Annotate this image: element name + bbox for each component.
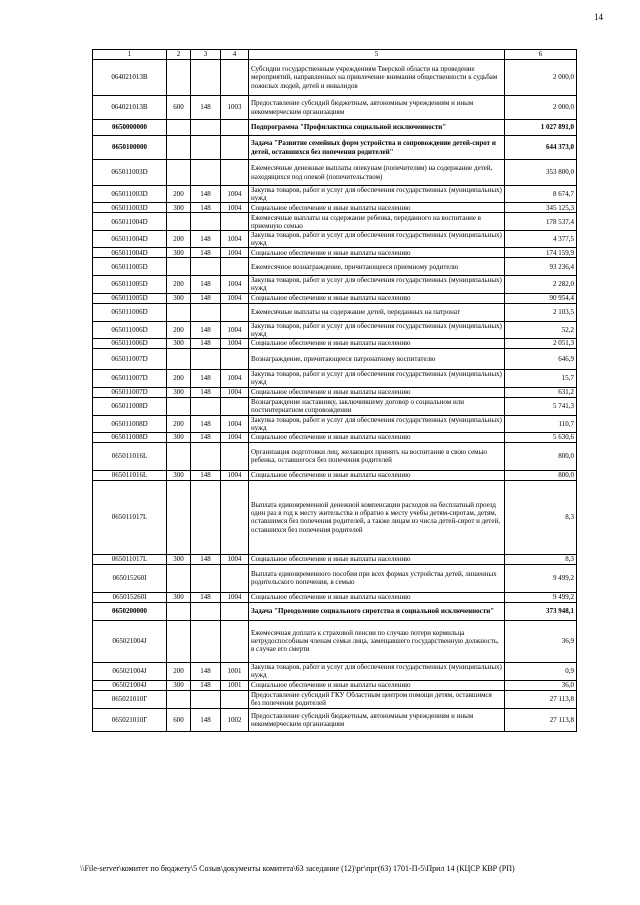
- row-col-3: 148: [191, 680, 221, 690]
- row-col-3: 148: [191, 231, 221, 248]
- row-description: Закупка товаров, работ и услуг для обеспечения государственных (муниципальных) нужд: [249, 369, 505, 387]
- row-col-3: 148: [191, 203, 221, 213]
- row-amount: 631,2: [505, 387, 577, 397]
- row-description: Выплата единовременного пособия при всех формах устройства детей, лишенных родительского попечения, в семью: [249, 564, 505, 592]
- budget-table: [92, 49, 577, 732]
- row-col-3: [191, 690, 221, 708]
- row-code: 065011017L: [93, 554, 167, 564]
- row-description: Социальное обеспечение и иные выплаты населению: [249, 470, 505, 480]
- row-col-3: 148: [191, 369, 221, 387]
- row-col-4: [221, 303, 249, 321]
- table-row: [93, 592, 577, 602]
- row-col-2: 200: [167, 186, 191, 203]
- table-row: [93, 432, 577, 442]
- page-number: 14: [594, 12, 603, 22]
- row-col-3: [191, 442, 221, 470]
- row-amount: 4 377,5: [505, 231, 577, 248]
- row-col-2: 300: [167, 338, 191, 348]
- row-col-2: [167, 160, 191, 186]
- row-description: Социальное обеспечение и иные выплаты населению: [249, 554, 505, 564]
- row-col-2: 300: [167, 248, 191, 258]
- row-description: Ежемесячная доплата к страховой пенсии по случаю потери кормильца нетрудоспособным членам семьи лица, замещавшего государственную должность, в случае его смерти: [249, 620, 505, 662]
- row-code: 065011006D: [93, 321, 167, 338]
- row-code: 065011016L: [93, 442, 167, 470]
- row-amount: 646,9: [505, 348, 577, 369]
- row-description: Выплата единовременной денежной компенсации расходов на бесплатный проезд один раз в год к месту жительства и обратно к месту учебы детям-сиротам, детям, оставшимся без попечения родителей, а также лицам из числа детей-сирот и детей, оставшихся без попечения родителей: [249, 480, 505, 554]
- table-row: [93, 397, 577, 415]
- row-col-4: [221, 60, 249, 96]
- col-header-6: 6: [505, 50, 577, 60]
- row-col-2: [167, 303, 191, 321]
- row-col-3: 148: [191, 387, 221, 397]
- row-amount: 373 948,1: [505, 602, 577, 620]
- row-description: Социальное обеспечение и иные выплаты населению: [249, 432, 505, 442]
- row-col-4: 1003: [221, 96, 249, 120]
- table-row: [93, 258, 577, 276]
- row-col-4: [221, 480, 249, 554]
- row-code: 065015260I: [93, 564, 167, 592]
- row-col-2: 200: [167, 321, 191, 338]
- row-col-4: 1001: [221, 662, 249, 680]
- row-col-3: [191, 120, 221, 136]
- row-amount: 353 800,0: [505, 160, 577, 186]
- row-code: 065021010Г: [93, 708, 167, 731]
- row-code: 065011004D: [93, 213, 167, 231]
- table-row: [93, 160, 577, 186]
- row-code: 065015260I: [93, 592, 167, 602]
- row-col-3: [191, 303, 221, 321]
- row-code: 065011005D: [93, 293, 167, 303]
- row-description: Ежемесячные выплаты на содержание ребенка, переданного на воспитание в приемную семью: [249, 213, 505, 231]
- row-amount: 36,9: [505, 620, 577, 662]
- table-row: [93, 387, 577, 397]
- row-amount: 178 537,4: [505, 213, 577, 231]
- row-col-2: [167, 564, 191, 592]
- table-row: [93, 662, 577, 680]
- row-col-4: 1004: [221, 554, 249, 564]
- row-col-4: 1002: [221, 708, 249, 731]
- row-code: 065021004J: [93, 680, 167, 690]
- row-col-2: 200: [167, 662, 191, 680]
- row-description: Ежемесячные денежные выплаты опекунам (попечителям) на содержание детей, находящихся под опекой (попечительством): [249, 160, 505, 186]
- row-col-3: 148: [191, 293, 221, 303]
- row-code: 065011007D: [93, 348, 167, 369]
- table-row: [93, 369, 577, 387]
- table-row: [93, 620, 577, 662]
- row-description: Субсидии государственным учреждениям Тверской области на проведение мероприятий, направленных на привлечение внимания общественности к судьбам пожилых людей, детей и инвалидов: [249, 60, 505, 96]
- table-row: [93, 442, 577, 470]
- row-col-2: [167, 348, 191, 369]
- row-description: Социальное обеспечение и иные выплаты населению: [249, 248, 505, 258]
- row-col-4: [221, 690, 249, 708]
- table-row: [93, 470, 577, 480]
- row-code: 065011017L: [93, 480, 167, 554]
- table-row: [93, 186, 577, 203]
- row-code: 065011003D: [93, 186, 167, 203]
- row-code: 065011004D: [93, 248, 167, 258]
- row-amount: 9 499,2: [505, 592, 577, 602]
- header-row: [93, 50, 577, 60]
- row-code: 0650100000: [93, 136, 167, 160]
- row-code: 065011007D: [93, 369, 167, 387]
- row-amount: 5 741,3: [505, 397, 577, 415]
- row-description: Социальное обеспечение и иные выплаты населению: [249, 680, 505, 690]
- row-amount: 2 103,5: [505, 303, 577, 321]
- row-col-4: 1004: [221, 338, 249, 348]
- table-row: [93, 60, 577, 96]
- table-row: [93, 303, 577, 321]
- row-col-2: 200: [167, 276, 191, 293]
- table-row: [93, 248, 577, 258]
- row-code: 065011005D: [93, 258, 167, 276]
- row-description: Организация подготовки лиц, желающих принять на воспитание в свою семью ребенка, оставшегося без попечения родителей: [249, 442, 505, 470]
- row-description: Ежемесячные выплаты на содержание детей, переданных на патронат: [249, 303, 505, 321]
- row-col-4: [221, 442, 249, 470]
- row-col-2: 600: [167, 708, 191, 731]
- row-col-3: 148: [191, 248, 221, 258]
- row-col-4: [221, 602, 249, 620]
- row-amount: 0,9: [505, 662, 577, 680]
- table-row: [93, 293, 577, 303]
- row-amount: 644 373,0: [505, 136, 577, 160]
- row-description: Закупка товаров, работ и услуг для обеспечения государственных (муниципальных) нужд: [249, 231, 505, 248]
- row-col-3: 148: [191, 415, 221, 432]
- row-amount: 800,0: [505, 470, 577, 480]
- row-amount: 2 000,0: [505, 60, 577, 96]
- row-col-3: 148: [191, 470, 221, 480]
- row-amount: 8,3: [505, 554, 577, 564]
- row-amount: 8 674,7: [505, 186, 577, 203]
- row-code: 0650000000: [93, 120, 167, 136]
- row-description: Ежемесячное вознаграждение, причитающееся приемному родителю: [249, 258, 505, 276]
- row-col-4: 1004: [221, 248, 249, 258]
- row-col-2: 200: [167, 415, 191, 432]
- row-col-2: [167, 258, 191, 276]
- row-col-4: [221, 160, 249, 186]
- row-description: Социальное обеспечение и иные выплаты населению: [249, 387, 505, 397]
- row-col-4: [221, 213, 249, 231]
- row-col-4: [221, 564, 249, 592]
- file-path-footer: \\File-server\комитет по бюджету\5 Созыв\документы комитета\63 заседание (12)\рг\прг(63) 1701-П-5\Прил 14 (КЦСР КВР (РП): [80, 864, 515, 873]
- row-amount: 36,0: [505, 680, 577, 690]
- row-col-2: 300: [167, 432, 191, 442]
- row-amount: 2 051,3: [505, 338, 577, 348]
- row-col-4: [221, 136, 249, 160]
- row-col-2: [167, 213, 191, 231]
- table-row: [93, 348, 577, 369]
- row-col-2: [167, 442, 191, 470]
- row-amount: 800,0: [505, 442, 577, 470]
- row-col-4: 1004: [221, 231, 249, 248]
- row-col-2: 300: [167, 592, 191, 602]
- row-col-2: 300: [167, 293, 191, 303]
- row-amount: 15,7: [505, 369, 577, 387]
- row-col-3: [191, 136, 221, 160]
- row-col-2: [167, 136, 191, 160]
- row-code: 065011008D: [93, 432, 167, 442]
- row-col-4: 1004: [221, 470, 249, 480]
- row-col-3: [191, 602, 221, 620]
- row-description: Закупка товаров, работ и услуг для обеспечения государственных (муниципальных) нужд: [249, 186, 505, 203]
- row-col-3: [191, 620, 221, 662]
- row-amount: 8,3: [505, 480, 577, 554]
- row-col-3: [191, 564, 221, 592]
- row-col-3: [191, 258, 221, 276]
- table-row: [93, 415, 577, 432]
- row-amount: 2 282,0: [505, 276, 577, 293]
- table-row: [93, 96, 577, 120]
- row-col-2: [167, 620, 191, 662]
- col-header-1: 1: [93, 50, 167, 60]
- col-header-2: 2: [167, 50, 191, 60]
- row-amount: 27 113,8: [505, 690, 577, 708]
- row-col-3: 148: [191, 554, 221, 564]
- row-col-3: [191, 480, 221, 554]
- row-code: 064021013B: [93, 96, 167, 120]
- row-col-3: 148: [191, 592, 221, 602]
- row-col-4: 1001: [221, 680, 249, 690]
- row-amount: 93 236,4: [505, 258, 577, 276]
- row-col-2: [167, 120, 191, 136]
- row-col-4: 1004: [221, 369, 249, 387]
- row-col-3: [191, 160, 221, 186]
- row-col-2: [167, 480, 191, 554]
- row-col-3: [191, 60, 221, 96]
- row-description: Подпрограмма "Профилактика социальной исключенности": [249, 120, 505, 136]
- row-col-4: [221, 120, 249, 136]
- row-col-3: 148: [191, 276, 221, 293]
- row-code: 065011006D: [93, 338, 167, 348]
- row-col-4: 1004: [221, 293, 249, 303]
- row-col-4: [221, 348, 249, 369]
- row-code: 065011008D: [93, 397, 167, 415]
- row-code: 064021013B: [93, 60, 167, 96]
- row-col-2: [167, 397, 191, 415]
- row-col-3: 148: [191, 338, 221, 348]
- row-amount: 1 027 891,0: [505, 120, 577, 136]
- row-col-4: 1004: [221, 432, 249, 442]
- table-row: [93, 136, 577, 160]
- row-code: 065011016L: [93, 470, 167, 480]
- row-col-3: 148: [191, 662, 221, 680]
- row-description: Вознаграждение, причитающееся патронатному воспитателю: [249, 348, 505, 369]
- table-row: [93, 120, 577, 136]
- row-amount: 110,7: [505, 415, 577, 432]
- row-code: 065021004J: [93, 662, 167, 680]
- row-description: Закупка товаров, работ и услуг для обеспечения государственных (муниципальных) нужд: [249, 321, 505, 338]
- row-amount: 27 113,8: [505, 708, 577, 731]
- row-col-2: 600: [167, 96, 191, 120]
- row-code: 065011006D: [93, 303, 167, 321]
- row-code: 065011003D: [93, 160, 167, 186]
- row-col-2: 300: [167, 554, 191, 564]
- row-col-2: 200: [167, 231, 191, 248]
- table-row: [93, 213, 577, 231]
- row-code: 065021010Г: [93, 690, 167, 708]
- row-col-3: 148: [191, 96, 221, 120]
- table-row: [93, 203, 577, 213]
- row-description: Задача "Преодоление социального сиротства и социальной исключенности": [249, 602, 505, 620]
- row-description: Задача "Развитие семейных форм устройства и сопровождение детей-сирот и детей, оставшихся без попечения родителей": [249, 136, 505, 160]
- row-col-4: 1004: [221, 276, 249, 293]
- row-code: 065011007D: [93, 387, 167, 397]
- row-description: Социальное обеспечение и иные выплаты населению: [249, 338, 505, 348]
- table-row: [93, 564, 577, 592]
- row-description: Предоставление субсидий бюджетным, автономным учреждениям и иным некоммерческим организациям: [249, 96, 505, 120]
- row-col-2: 200: [167, 369, 191, 387]
- row-code: 065011005D: [93, 276, 167, 293]
- row-description: Закупка товаров, работ и услуг для обеспечения государственных (муниципальных) нужд: [249, 415, 505, 432]
- row-col-3: 148: [191, 432, 221, 442]
- table-row: [93, 602, 577, 620]
- row-description: Вознаграждение наставнику, заключившему договор о социальном или постинтернатном сопровождении: [249, 397, 505, 415]
- row-col-2: [167, 602, 191, 620]
- table-row: [93, 231, 577, 248]
- col-header-5: 5: [249, 50, 505, 60]
- row-col-4: [221, 258, 249, 276]
- table-row: [93, 338, 577, 348]
- row-description: Социальное обеспечение и иные выплаты населению: [249, 293, 505, 303]
- row-amount: 52,2: [505, 321, 577, 338]
- row-description: Предоставление субсидий ГКУ Областным центром помощи детям, оставшимся без попечения родителей: [249, 690, 505, 708]
- table-row: [93, 690, 577, 708]
- row-col-3: 148: [191, 708, 221, 731]
- table-row: [93, 680, 577, 690]
- col-header-4: 4: [221, 50, 249, 60]
- row-col-4: [221, 397, 249, 415]
- row-col-2: [167, 690, 191, 708]
- row-col-3: 148: [191, 186, 221, 203]
- row-col-2: [167, 60, 191, 96]
- table-row: [93, 276, 577, 293]
- row-col-4: 1004: [221, 592, 249, 602]
- row-col-3: 148: [191, 321, 221, 338]
- row-code: 0650200000: [93, 602, 167, 620]
- row-col-4: 1004: [221, 203, 249, 213]
- row-col-4: 1004: [221, 321, 249, 338]
- row-amount: 174 159,9: [505, 248, 577, 258]
- table-row: [93, 480, 577, 554]
- col-header-3: 3: [191, 50, 221, 60]
- row-col-4: 1004: [221, 186, 249, 203]
- row-description: Социальное обеспечение и иные выплаты населению: [249, 592, 505, 602]
- row-col-3: [191, 213, 221, 231]
- row-col-3: [191, 397, 221, 415]
- row-description: Закупка товаров, работ и услуг для обеспечения государственных (муниципальных) нужд: [249, 276, 505, 293]
- row-code: 065011004D: [93, 231, 167, 248]
- row-amount: 9 499,2: [505, 564, 577, 592]
- row-description: Предоставление субсидий бюджетным, автономным учреждениям и иным некоммерческим организациям: [249, 708, 505, 731]
- row-col-4: [221, 620, 249, 662]
- row-description: Социальное обеспечение и иные выплаты населению: [249, 203, 505, 213]
- row-amount: 5 630,6: [505, 432, 577, 442]
- row-code: 065011008D: [93, 415, 167, 432]
- table-row: [93, 321, 577, 338]
- row-col-4: 1004: [221, 387, 249, 397]
- row-amount: 90 954,4: [505, 293, 577, 303]
- row-description: Закупка товаров, работ и услуг для обеспечения государственных (муниципальных) нужд: [249, 662, 505, 680]
- row-col-2: 300: [167, 203, 191, 213]
- row-amount: 2 000,0: [505, 96, 577, 120]
- table-row: [93, 554, 577, 564]
- table-row: [93, 708, 577, 731]
- row-col-2: 300: [167, 470, 191, 480]
- row-code: 065021004J: [93, 620, 167, 662]
- row-col-3: [191, 348, 221, 369]
- row-code: 065011003D: [93, 203, 167, 213]
- row-col-2: 300: [167, 387, 191, 397]
- row-col-2: 300: [167, 680, 191, 690]
- row-amount: 345 125,3: [505, 203, 577, 213]
- row-col-4: 1004: [221, 415, 249, 432]
